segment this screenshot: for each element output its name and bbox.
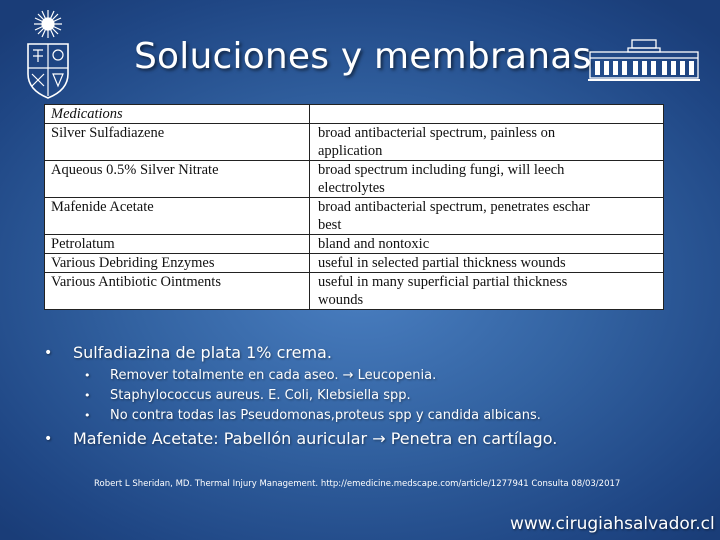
table-header-cell: Medications bbox=[45, 105, 310, 124]
bullet-icon: • bbox=[44, 345, 53, 361]
medication-description bbox=[310, 124, 664, 161]
slide-title: Soluciones y membranas bbox=[134, 36, 592, 77]
medication-description: bland and nontoxic bbox=[310, 235, 664, 254]
description-line: wounds bbox=[318, 292, 364, 308]
description-line: application bbox=[318, 143, 383, 159]
bullet-icon: • bbox=[84, 409, 91, 422]
bullet-icon: • bbox=[84, 369, 91, 382]
bullet-item bbox=[44, 343, 684, 363]
sub-bullet-item bbox=[44, 406, 684, 426]
medication-description bbox=[310, 273, 664, 310]
description-line: useful in many superficial partial thickness bbox=[318, 274, 568, 290]
medication-name: Petrolatum bbox=[45, 235, 310, 254]
sub-bullet-text: Remover totalmente en cada aseo. → Leucopenia. bbox=[110, 368, 437, 383]
website-footer: www.cirugiahsalvador.cl bbox=[510, 514, 715, 534]
medication-description: useful in selected partial thickness wounds bbox=[310, 254, 664, 273]
description-line: broad antibacterial spectrum, painless on bbox=[318, 125, 556, 141]
medication-name: Silver Sulfadiazene bbox=[45, 124, 310, 161]
bullet-icon: • bbox=[84, 389, 91, 402]
medication-description bbox=[310, 161, 664, 198]
medication-name: Various Debriding Enzymes bbox=[45, 254, 310, 273]
bullet-item bbox=[44, 429, 684, 449]
description-line: electrolytes bbox=[318, 180, 385, 196]
table-row bbox=[45, 254, 664, 273]
reference-citation: Robert L Sheridan, MD. Thermal Injury Management. http://emedicine.medscape.com/article/1277941 Consulta 08/03/2017 bbox=[94, 479, 621, 489]
bullet-list bbox=[44, 343, 684, 452]
table-row bbox=[45, 198, 664, 235]
table-row bbox=[45, 124, 664, 161]
university-seal-logo bbox=[22, 8, 74, 100]
description-line: broad antibacterial spectrum, penetrates eschar bbox=[318, 199, 590, 215]
sub-bullet-item bbox=[44, 386, 684, 406]
bullet-icon: • bbox=[44, 431, 53, 447]
table-row bbox=[45, 273, 664, 310]
sub-bullet-item bbox=[44, 366, 684, 386]
medication-description bbox=[310, 198, 664, 235]
medications-table bbox=[44, 104, 664, 310]
description-line: broad spectrum including fungi, will leech bbox=[318, 162, 565, 178]
bullet-text: Sulfadiazina de plata 1% crema. bbox=[73, 343, 332, 362]
medication-name: Various Antibiotic Ointments bbox=[45, 273, 310, 310]
table-row bbox=[45, 235, 664, 254]
sub-bullet-text: Staphylococcus aureus. E. Coli, Klebsiella spp. bbox=[110, 388, 411, 403]
bullet-text: Mafenide Acetate: Pabellón auricular → Penetra en cartílago. bbox=[73, 429, 558, 448]
table-row bbox=[45, 161, 664, 198]
hospital-building-logo bbox=[588, 38, 700, 82]
table-header-row bbox=[45, 105, 664, 124]
sub-bullet-text: No contra todas las Pseudomonas,proteus spp y candida albicans. bbox=[110, 408, 541, 423]
description-line: best bbox=[318, 217, 342, 233]
medication-name: Aqueous 0.5% Silver Nitrate bbox=[45, 161, 310, 198]
medication-name: Mafenide Acetate bbox=[45, 198, 310, 235]
table-header-empty-cell bbox=[310, 105, 664, 124]
